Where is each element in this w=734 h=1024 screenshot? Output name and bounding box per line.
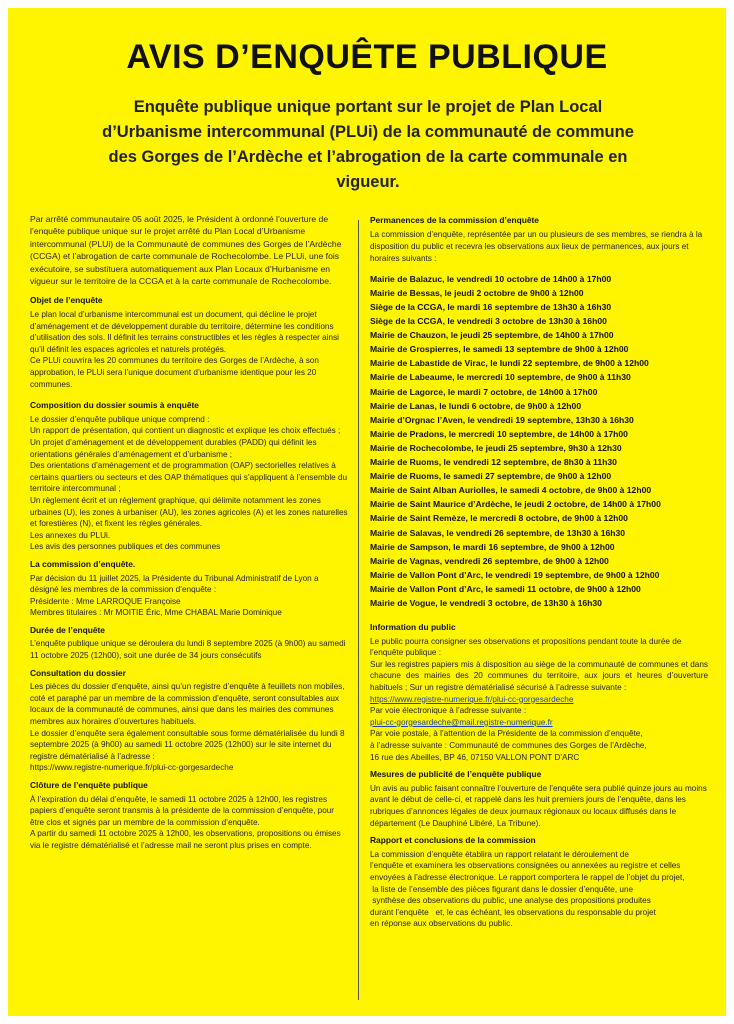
mesures-paragraph: Un avis au public faisant connaître l’ouverture de l’enquête sera publié quinze jours au moins avant le début de celle-ci, et rappelé dans les huit premiers jours de l’enquête, dans les rubriques d’annonces légales de deux journaux régionaux ou locaux diffusés dans le département (Le Dauphiné Libéré, La Tribune). bbox=[370, 783, 707, 828]
permanence-item: Siège de la CCGA, le mardi 16 septembre de 13h30 à 16h30 bbox=[370, 302, 612, 312]
composition-item: Un règlement écrit et un règlement graphique, qui délimite notamment les zones urbaines (U), les zones à urbaniser (AU), les zones agricoles (A) et les zones naturelles et forestières (N), et fixent les règles générales. bbox=[30, 495, 348, 529]
consultation-paragraph-1: Les pièces du dossier d’enquête, ainsi qu’un registre d’enquête à feuillets non mobiles, coté et paraphé par un membre de la commission d’enquête, seront consultables aux locaux de la communauté de communes, ainsi que dans les mairies des communes membres aux horaires d’ouvertures habituels. bbox=[30, 682, 345, 727]
rapport-text bbox=[370, 849, 708, 930]
composition-item: Un projet d’aménagement et de développement durables (PADD) qui définit les orientations générales d’aménagement et d’urbanisme ; bbox=[30, 437, 317, 459]
information-postal-3: 16 rue des Abeilles, BP 46, 07150 VALLON PONT D’ARC bbox=[370, 752, 580, 762]
notice-poster bbox=[8, 8, 726, 1016]
composition-item: Les avis des personnes publiques et des communes bbox=[30, 542, 221, 552]
composition-item: Le dossier d’enquête publique unique comprend : bbox=[30, 414, 210, 424]
mesures-heading: Mesures de publicité de l’enquête publique bbox=[370, 769, 542, 780]
permanence-item: Mairie de Lanas, le lundi 6 octobre, de 9h00 à 12h00 bbox=[370, 400, 582, 411]
email-link[interactable]: plui-cc-gorgesardeche@mail.registre-numerique.fr bbox=[370, 717, 553, 727]
rapport-line: synthèse des observations du public, une analyse des propositions produites bbox=[370, 896, 651, 906]
rapport-line: la liste de l’ensemble des pièces figurant dans le dossier d’enquête, une bbox=[370, 884, 634, 894]
consultation-url[interactable]: https://www.registre-numerique.fr/plui-cc-gorgesardeche bbox=[30, 763, 234, 773]
information-postal-2: à l’adresse suivante : Communauté de communes des Gorges de l’Ardèche, bbox=[370, 741, 647, 750]
composition-item: Les annexes du PLUi. bbox=[30, 530, 111, 540]
cloture-paragraph-1: À l’expiration du délai d’enquête, le samedi 11 octobre 2025 à 12h00, les registres papiers d’enquête seront transmis à la présidente de la commission d’enquête, pour être clos et signés par un membre de la commission d’enquête. bbox=[30, 794, 335, 827]
objet-paragraph-1: Le plan local d’urbanisme intercommunal est un document, qui décline le projet d’aménagement et de développement durable du territoire, détermine les conditions d’utilisation des sols. Il définit les terrains constructibles et les règles à respecter ainsi qu’il définit les espaces agricoles et naturels protégés. bbox=[30, 310, 339, 354]
composition-list bbox=[30, 414, 348, 553]
rapport-line: envoyées à l’adresse électronique. Le rapport comportera le rappel de l’objet du projet, bbox=[370, 872, 685, 882]
duree-paragraph: L’enquête publique unique se déroulera du lundi 8 septembre 2025 (à 9h00) au samedi 11 octobre 2025 (12h00), soit une durée de 34 jours consécutifs bbox=[30, 639, 346, 661]
permanence-item: Mairie d’Orgnac l’Aven, le vendredi 19 septembre, 13h30 à 16h30 bbox=[370, 414, 634, 425]
permanence-item: Mairie de Pradons, le mercredi 10 septembre, de 14h00 à 17h00 bbox=[370, 428, 628, 439]
information-paragraph-2: Sur les registres papiers mis à disposition au siège de la communauté de communes et dans chacune des mairies des 20 communes du territoire, aux jours et heures d’ouverture habituels ; Sur un registre dématérialisé sécurisé à l’adresse suivante : bbox=[370, 659, 708, 693]
permanence-item: Mairie de Saint Alban Auriolles, le samedi 4 octobre, de 9h00 à 12h00 bbox=[370, 485, 652, 496]
permanence-item: Mairie de Ruoms, le samedi 27 septembre, de 9h00 à 12h00 bbox=[370, 471, 612, 482]
right-column bbox=[370, 213, 708, 930]
permanence-item: Mairie de Bessas, le jeudi 2 octobre de 9h00 à 12h00 bbox=[370, 287, 584, 298]
permanences-heading: Permanences de la commission d’enquête bbox=[370, 215, 539, 225]
notice-subtitle: Enquête publique unique portant sur le projet de Plan Local d’Urbanisme intercommunal (PLUi) de la communauté de commune des Gorges de l’Ardèche et l’abrogation de la carte communale en vigueur. bbox=[102, 98, 634, 191]
permanence-item: Mairie de Grospierres, le samedi 13 septembre de 9h00 à 12h00 bbox=[370, 344, 629, 355]
composition-item: Des orientations d’aménagement et de programmation (OAP) sectorielles relatives à certains quartiers ou secteurs et des OAP thématiques qui s’appliquent à l’ensemble du territoire intercommunal ; bbox=[30, 461, 348, 494]
objet-heading: Objet de l’enquête bbox=[30, 295, 103, 306]
rapport-line: durant l’enquête et, le cas échéant, les observations du responsable du projet bbox=[370, 907, 656, 917]
commission-heading: La commission d’enquête. bbox=[30, 558, 136, 569]
permanence-item: Mairie de Labeaume, le mercredi 10 septembre, de 9h00 à 11h30 bbox=[370, 372, 631, 383]
intro-paragraph: Par arrêté communautaire 05 août 2025, le Président à ordonné l’ouverture de l’enquête publique unique sur le projet arrêté du Plan Local d’Urbanisme intercommunal (PLUi) de la Communauté de communes des Gorges de l’Ardèche (CCGA) et l’abrogation de carte communale de Rochecolombe. Le PLUi, une fois exécutoire, se substituera automatiquement aux Plan Locaux d’Hurbanisme en vigueur sur le territoire de la CCGA et à la carte communale de Rochecolombe. bbox=[30, 214, 342, 287]
cloture-paragraph-2: A partir du samedi 11 octobre 2025 à 12h00, les observations, propositions ou émises via le registre dématérialisé et l’adresse mail ne seront plus prises en compte. bbox=[30, 829, 341, 850]
information-postal-1: Par voie postale, à l’attention de la Présidente de la commission d’enquête, bbox=[370, 729, 643, 739]
permanence-item: Mairie de Vallon Pont d’Arc, le vendredi 19 septembre, de 9h00 à 12h00 bbox=[370, 569, 660, 580]
information-heading: Information du public bbox=[370, 622, 456, 633]
left-column bbox=[30, 213, 348, 852]
permanences-paragraph: La commission d’enquête, représentée par un ou plusieurs de ses membres, se riendra à la disposition du public et recevra les observations aux lieux de permanences, aux jours et horaires suivants : bbox=[370, 229, 703, 264]
commission-members: Membres titulaires : Mr MOITIE Éric, Mme CHABAL Marie Dominique bbox=[30, 608, 282, 618]
objet-paragraph-2: Ce PLUi couvrira les 20 communes du territoire des Gorges de l’Ardèche, à son approbation, le PLUi sera l’unique document d’urbanisme identique pour les 20 communes. bbox=[30, 356, 319, 389]
consultation-heading: Consultation du dossier bbox=[30, 667, 126, 678]
rapport-line: en réponse aux observations du public. bbox=[370, 919, 513, 929]
permanence-item: Mairie de Rochecolombe, le jeudi 25 septembre, 9h30 à 12h30 bbox=[370, 442, 622, 453]
permanence-item: Mairie de Salavas, le vendredi 26 septembre, de 13h30 à 16h30 bbox=[370, 527, 626, 538]
information-paragraph-1: Le public pourra consigner ses observations et propositions pendant toute la durée de l’enquête publique : bbox=[370, 636, 682, 658]
rapport-heading: Rapport et conclusions de la commission bbox=[370, 835, 536, 846]
permanence-item: Mairie de Saint Maurice d’Ardèche, le jeudi 2 octobre, de 14h00 à 17h00 bbox=[370, 499, 661, 510]
composition-item: Un rapport de présentation, qui contient un diagnostic et explique les choix effectués ; bbox=[30, 426, 341, 436]
permanence-item: Mairie de Ruoms, le vendredi 12 septembre, de 8h30 à 11h30 bbox=[370, 457, 617, 468]
consultation-paragraph-2: Le dossier d’enquête sera également consultable sous forme dématérialisée du lundi 8 septembre 2025 (à 9h00) au samedi 11 octobre 2025 (12h00) sur le site internet du registre dématérialisé à l’adresse : bbox=[30, 728, 345, 761]
cloture-heading: Clôture de l’enquête publique bbox=[30, 780, 148, 790]
notice-title: AVIS D’ENQUÊTE PUBLIQUE bbox=[126, 38, 608, 76]
permanence-item: Mairie de Vogue, le vendredi 3 octobre, de 13h30 à 16h30 bbox=[370, 597, 602, 608]
rapport-line: La commission d’enquête établira un rapport relatant le déroulement de bbox=[370, 849, 629, 859]
composition-heading: Composition du dossier soumis à enquête bbox=[30, 400, 199, 411]
permanence-item: Mairie de Sampson, le mardi 16 septembre, de 9h00 à 12h00 bbox=[370, 541, 615, 552]
commission-president: Présidente : Mme LARROQUE Françoise bbox=[30, 596, 181, 606]
permanence-item: Mairie de Balazuc, le vendredi 10 octobre de 14h00 à 17h00 bbox=[370, 273, 612, 284]
permanence-item: Mairie de Vagnas, vendredi 26 septembre, de 9h00 à 12h00 bbox=[370, 555, 609, 566]
permanences-list bbox=[370, 272, 708, 610]
permanence-item: Siège de la CCGA, le vendredi 3 octobre de 13h30 à 16h00 bbox=[370, 316, 607, 327]
permanence-item: Mairie de Saint Remèze, le mercredi 8 octobre, de 9h00 à 12h00 bbox=[370, 513, 628, 524]
permanence-item: Mairie de Labastide de Virac, le lundi 22 septembre, de 9h00 à 12h00 bbox=[370, 358, 649, 369]
permanence-item: Mairie de Chauzon, le jeudi 25 septembre, de 14h00 à 17h00 bbox=[370, 330, 614, 341]
rapport-line: l’enquête et examinera les observations consignées ou annexées au registre et celles bbox=[370, 861, 681, 871]
registre-link[interactable]: https://www.registre-numerique.fr/plui-cc-gorgesardeche bbox=[370, 694, 574, 704]
column-divider bbox=[358, 220, 359, 1000]
duree-heading: Durée de l’enquête bbox=[30, 624, 105, 635]
permanence-item: Mairie de Vallon Pont d’Arc, le samedi 11 octobre, de 9h00 à 12h00 bbox=[370, 583, 641, 594]
commission-paragraph: Par décision du 11 juillet 2025, la Présidente du Tribunal Administratif de Lyon a désigné les membres de la commission d’enquête : bbox=[30, 573, 319, 595]
information-email-label: Par voie électronique à l’adresse suivante : bbox=[370, 706, 527, 716]
permanence-item: Mairie de Lagorce, le mardi 7 octobre, de 14h00 à 17h00 bbox=[370, 386, 598, 397]
